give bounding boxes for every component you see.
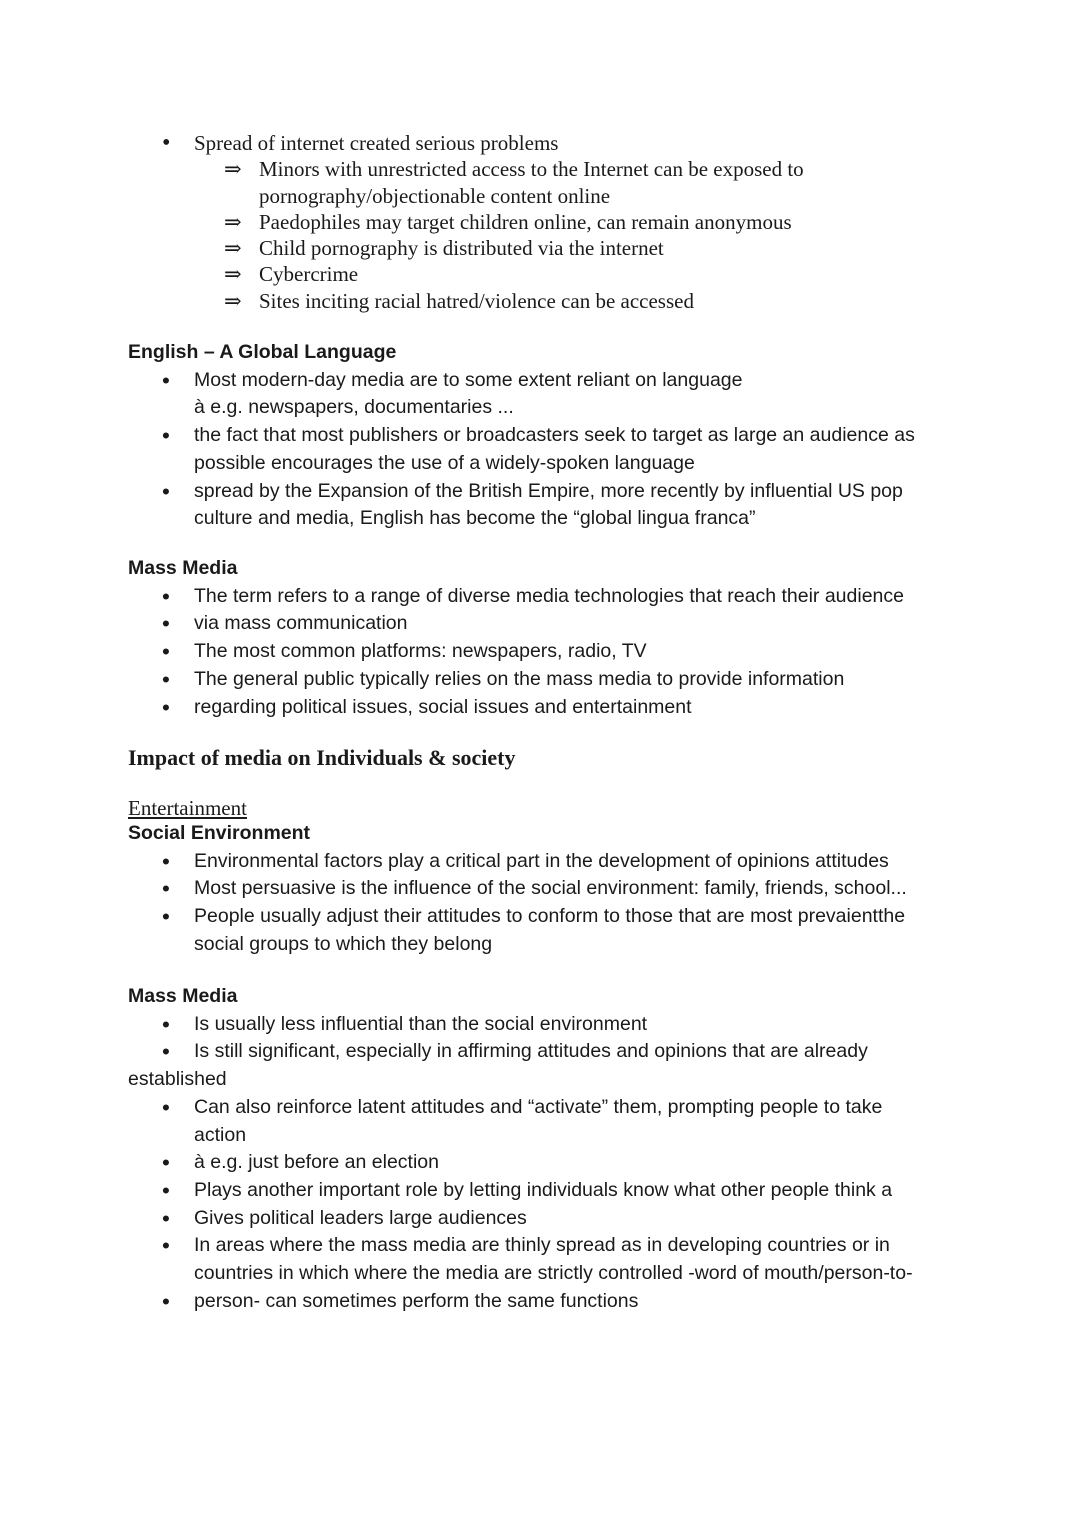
list-item: • Gives political leaders large audiences — [128, 1205, 1008, 1233]
impact-heading: Impact of media on Individuals & society — [128, 745, 516, 770]
list-item: • via mass communication — [128, 610, 1008, 638]
list-item: • person- can sometimes perform the same functions — [128, 1288, 1008, 1316]
social-environment-section — [128, 820, 1008, 959]
arrow-icon: ⇒ — [224, 157, 242, 182]
list-item: • The general public typically relies on the mass media to provide information — [128, 666, 1008, 694]
list-item: • The term refers to a range of diverse media technologies that reach their audience — [128, 583, 1008, 611]
internet-section — [128, 130, 1008, 314]
mass-media-section-2 — [128, 983, 1008, 1315]
list-item: • People usually adjust their attitudes to conform to those that are most prevaientthe social groups to which they belong — [128, 903, 1008, 958]
mass-media-heading-2: Mass Media — [128, 985, 238, 1007]
mass-media-section-1 — [128, 555, 1008, 721]
list-item: • In areas where the mass media are thinly spread as in developing countries or in countries in which where the media are strictly controlled -word of mouth/person-to- — [128, 1232, 1008, 1287]
arrow-item: ⇒ Sites inciting racial hatred/violence can be accessed — [224, 288, 694, 313]
list-item: • Can also reinforce latent attitudes and “activate” them, prompting people to take action — [128, 1094, 1008, 1149]
list-item: • The most common platforms: newspapers, radio, TV — [128, 638, 1008, 666]
arrow-icon: ⇒ — [224, 209, 242, 234]
internet-lead: Spread of internet created serious problems — [194, 131, 559, 155]
mass-media-list-2 — [128, 1011, 1008, 1316]
social-environment-heading: Social Environment — [128, 822, 311, 844]
arrow-icon: ⇒ — [224, 262, 242, 287]
english-heading: English – A Global Language — [128, 341, 397, 363]
list-item: • Most modern-day media are to some extent reliant on language à e.g. newspapers, documentaries ... — [128, 367, 1008, 422]
internet-list — [128, 130, 1008, 314]
list-item: • Environmental factors play a critical part in the development of opinions attitudes — [128, 848, 1008, 876]
english-list — [128, 367, 1008, 533]
list-item: • spread by the Expansion of the British Empire, more recently by influential US pop culture and media, English has become the “global lingua franca” — [128, 478, 1008, 533]
arrow-item: ⇒ Paedophiles may target children online, can remain anonymous — [224, 209, 792, 234]
arrow-item: ⇒ Cybercrime — [224, 262, 359, 287]
mass-media-heading-1: Mass Media — [128, 557, 238, 579]
social-environment-list — [128, 848, 1008, 959]
arrow-icon: ⇒ — [224, 236, 242, 261]
english-section — [128, 339, 1008, 533]
list-item: • the fact that most publishers or broadcasters seek to target as large an audience as possible encourages the use of a widely-spoken language — [128, 422, 1008, 477]
entertainment-subheading: Entertainment — [128, 796, 247, 820]
mass-media-list-1 — [128, 583, 1008, 722]
list-item: • à e.g. just before an election — [128, 1149, 1008, 1177]
list-item: • Is still significant, especially in affirming attitudes and opinions that are already established — [128, 1038, 1008, 1093]
arrow-icon: ⇒ — [224, 288, 242, 313]
list-item: • Most persuasive is the influence of the social environment: family, friends, school... — [128, 875, 1008, 903]
list-item: • Is usually less influential than the social environment — [128, 1011, 1008, 1039]
arrow-item: ⇒ Child pornography is distributed via the internet — [224, 236, 664, 261]
list-item: • Plays another important role by letting individuals know what other people think a — [128, 1177, 1008, 1205]
list-item — [128, 130, 1008, 156]
arrow-item: ⇒ Minors with unrestricted access to the Internet can be exposed to pornography/objectionable content online — [224, 157, 804, 208]
list-item: • regarding political issues, social issues and entertainment — [128, 694, 1008, 722]
